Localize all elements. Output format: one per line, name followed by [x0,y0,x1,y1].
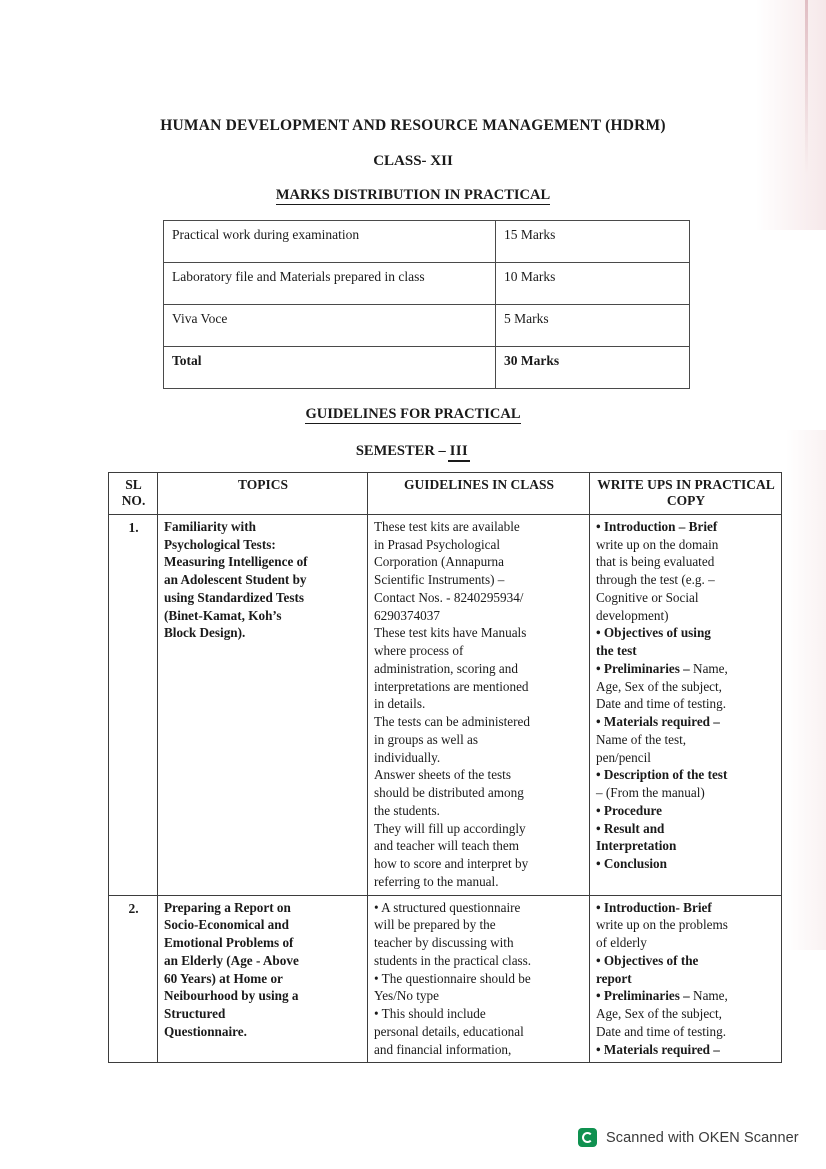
bold-segment: • Materials required – [596,714,720,730]
text-line: where process of [374,643,464,659]
scan-artifact-streak [805,0,808,175]
text-line: Measuring Intelligence of [164,554,308,570]
text-line: the students. [374,802,440,818]
table-row [164,305,690,347]
plain-segment: Date and time of testing. [596,696,727,712]
row-write-ups [590,514,782,895]
marks-total-label: Total [164,347,496,389]
plain-segment: – (From the manual) [596,785,705,801]
table-row [109,895,782,1063]
write-ups-text [596,899,776,1059]
text-line [596,916,776,934]
scanner-watermark [578,1128,799,1147]
text-line [596,589,776,607]
text-line: Preparing a Report on [164,899,291,915]
marks-row-label: Practical work during examination [164,221,496,263]
text-line: 60 Years) at Home or [164,970,283,986]
text-line [596,934,776,952]
guidelines-section-heading [0,406,826,423]
semester-line [0,443,826,460]
text-line: Structured [164,1006,226,1022]
bold-segment: • Objectives of using [596,625,711,641]
text-line [596,607,776,625]
text-line [596,820,776,838]
bold-segment: • Conclusion [596,856,667,872]
semester-value: III [448,443,470,462]
marks-row-label: Viva Voce [164,305,496,347]
text-line: Neibourhood by using a [164,988,299,1004]
text-line: The tests can be administered [374,714,530,730]
plain-segment: Name, [693,660,728,676]
text-line [596,837,776,855]
text-line: an Elderly (Age - Above [164,952,299,968]
table-row [109,514,782,895]
bold-segment: • Introduction – Brief [596,518,718,534]
text-line [596,518,776,536]
table-row-total [164,347,690,389]
plain-segment: Name of the test, [596,731,687,747]
plain-segment: that is being evaluated [596,554,715,570]
text-line: Corporation (Annapurna [374,554,505,570]
plain-segment: Cognitive or Social [596,589,699,605]
text-line [596,1005,776,1023]
marks-distribution-table [163,220,690,389]
bold-segment: • Objectives of the [596,952,699,968]
text-line [596,855,776,873]
text-line: Emotional Problems of [164,935,294,951]
text-line [596,749,776,767]
text-line: • The questionnaire should be [374,970,531,986]
text-line: Familiarity with [164,518,256,534]
scanner-watermark-label: Scanned with OKEN Scanner [606,1129,799,1146]
marks-table-body [164,221,690,389]
row-topic [158,514,368,895]
marks-total-value: 30 Marks [496,347,690,389]
text-line: in groups as well as [374,731,479,747]
marks-row-label: Laboratory file and Materials prepared in class [164,263,496,305]
bold-segment: the test [596,643,637,659]
text-line: referring to the manual. [374,873,499,889]
table-header-row [109,473,782,515]
text-line: how to score and interpret by [374,856,529,872]
row-write-ups [590,895,782,1063]
bold-segment: report [596,970,632,986]
text-line: and financial information, [374,1041,512,1057]
marks-section-heading [0,187,826,204]
text-line: interpretations are mentioned [374,678,529,694]
text-line: should be distributed among [374,785,524,801]
plain-segment: write up on the domain [596,536,719,552]
text-line [596,624,776,642]
plain-segment: Date and time of testing. [596,1023,727,1039]
text-line: in details. [374,696,426,712]
text-line [596,970,776,988]
practical-guidelines-table [108,472,782,1063]
marks-row-value: 15 Marks [496,221,690,263]
text-line: and teacher will teach them [374,838,519,854]
scan-artifact-lower-right [786,430,826,950]
text-line: teacher by discussing with [374,935,514,951]
text-line [596,713,776,731]
text-line [596,899,776,917]
bold-segment: • Preliminaries – [596,988,694,1004]
guidelines-text [374,518,584,891]
row-guidelines [368,895,590,1063]
text-line [596,731,776,749]
text-line: • A structured questionnaire [374,899,521,915]
text-line [596,678,776,696]
text-line [596,660,776,678]
text-line [596,766,776,784]
text-line: students in the practical class. [374,952,532,968]
document-class-line: CLASS- XII [373,153,453,169]
guidelines-section-heading-text: GUIDELINES FOR PRACTICAL [305,406,521,422]
plain-segment: through the test (e.g. – [596,572,715,588]
text-line: individually. [374,749,441,765]
text-line: Contact Nos. - 8240295934/ [374,589,524,605]
bold-segment: Interpretation [596,838,677,854]
text-line [596,784,776,802]
column-header-sl-no: SL NO. [109,473,158,515]
page-bottom-clip [100,1110,745,1130]
text-line: 6290374037 [374,607,440,623]
marks-row-value: 5 Marks [496,305,690,347]
guidelines-text [374,899,584,1059]
bold-segment: • Description of the test [596,767,728,783]
marks-row-value: 10 Marks [496,263,690,305]
text-line: • This should include [374,1006,486,1022]
text-line: Answer sheets of the tests [374,767,511,783]
text-line: They will fill up accordingly [374,820,526,836]
plain-segment: Name, [693,988,728,1004]
plain-segment: pen/pencil [596,749,651,765]
text-line: Questionnaire. [164,1023,247,1039]
bold-segment: • Preliminaries – [596,660,694,676]
text-line: administration, scoring and [374,660,518,676]
guidelines-table-body [109,514,782,1063]
text-line [596,536,776,554]
text-line: will be prepared by the [374,917,496,933]
text-line: using Standardized Tests [164,589,304,605]
text-line: (Binet-Kamat, Koh’s [164,607,282,623]
bold-segment: • Result and [596,820,665,836]
text-line [596,1041,776,1059]
row-serial-number: 1. [109,514,158,895]
text-line [596,553,776,571]
text-line: Yes/No type [374,988,439,1004]
topic-text [164,899,362,1041]
write-ups-text [596,518,776,873]
marks-section-heading-text: MARKS DISTRIBUTION IN PRACTICAL [275,187,551,203]
text-line [596,987,776,1005]
plain-segment: of elderly [596,935,647,951]
topic-text [164,518,362,642]
guidelines-table-head [109,473,782,515]
text-line: Socio-Economical and [164,917,289,933]
text-line: personal details, educational [374,1023,524,1039]
plain-segment: write up on the problems [596,917,728,933]
bold-segment: • Procedure [596,802,663,818]
document-title: HUMAN DEVELOPMENT AND RESOURCE MANAGEMENT (HDRM) [160,117,666,134]
row-guidelines [368,514,590,895]
column-header-guidelines: GUIDELINES IN CLASS [368,473,590,515]
semester-label: SEMESTER – [355,443,446,459]
text-line: Scientific Instruments) – [374,572,505,588]
text-line: an Adolescent Student by [164,572,307,588]
text-line [596,695,776,713]
text-line [596,642,776,660]
text-line: Psychological Tests: [164,536,276,552]
plain-segment: Age, Sex of the subject, [596,1006,722,1022]
text-line: in Prasad Psychological [374,536,500,552]
text-line: Block Design). [164,625,246,641]
text-line: These test kits are available [374,518,520,534]
table-row [164,221,690,263]
plain-segment: Age, Sex of the subject, [596,678,722,694]
text-line [596,1023,776,1041]
column-header-write-ups: WRITE UPS IN PRACTICAL COPY [590,473,782,515]
bold-segment: • Introduction- Brief [596,899,712,915]
bold-segment: • Materials required – [596,1041,720,1057]
table-row [164,263,690,305]
text-line [596,802,776,820]
row-topic [158,895,368,1063]
text-line: These test kits have Manuals [374,625,527,641]
column-header-topics: TOPICS [158,473,368,515]
text-line [596,571,776,589]
row-serial-number: 2. [109,895,158,1063]
oken-scanner-icon [578,1128,597,1147]
plain-segment: development) [596,607,669,623]
text-line [596,952,776,970]
